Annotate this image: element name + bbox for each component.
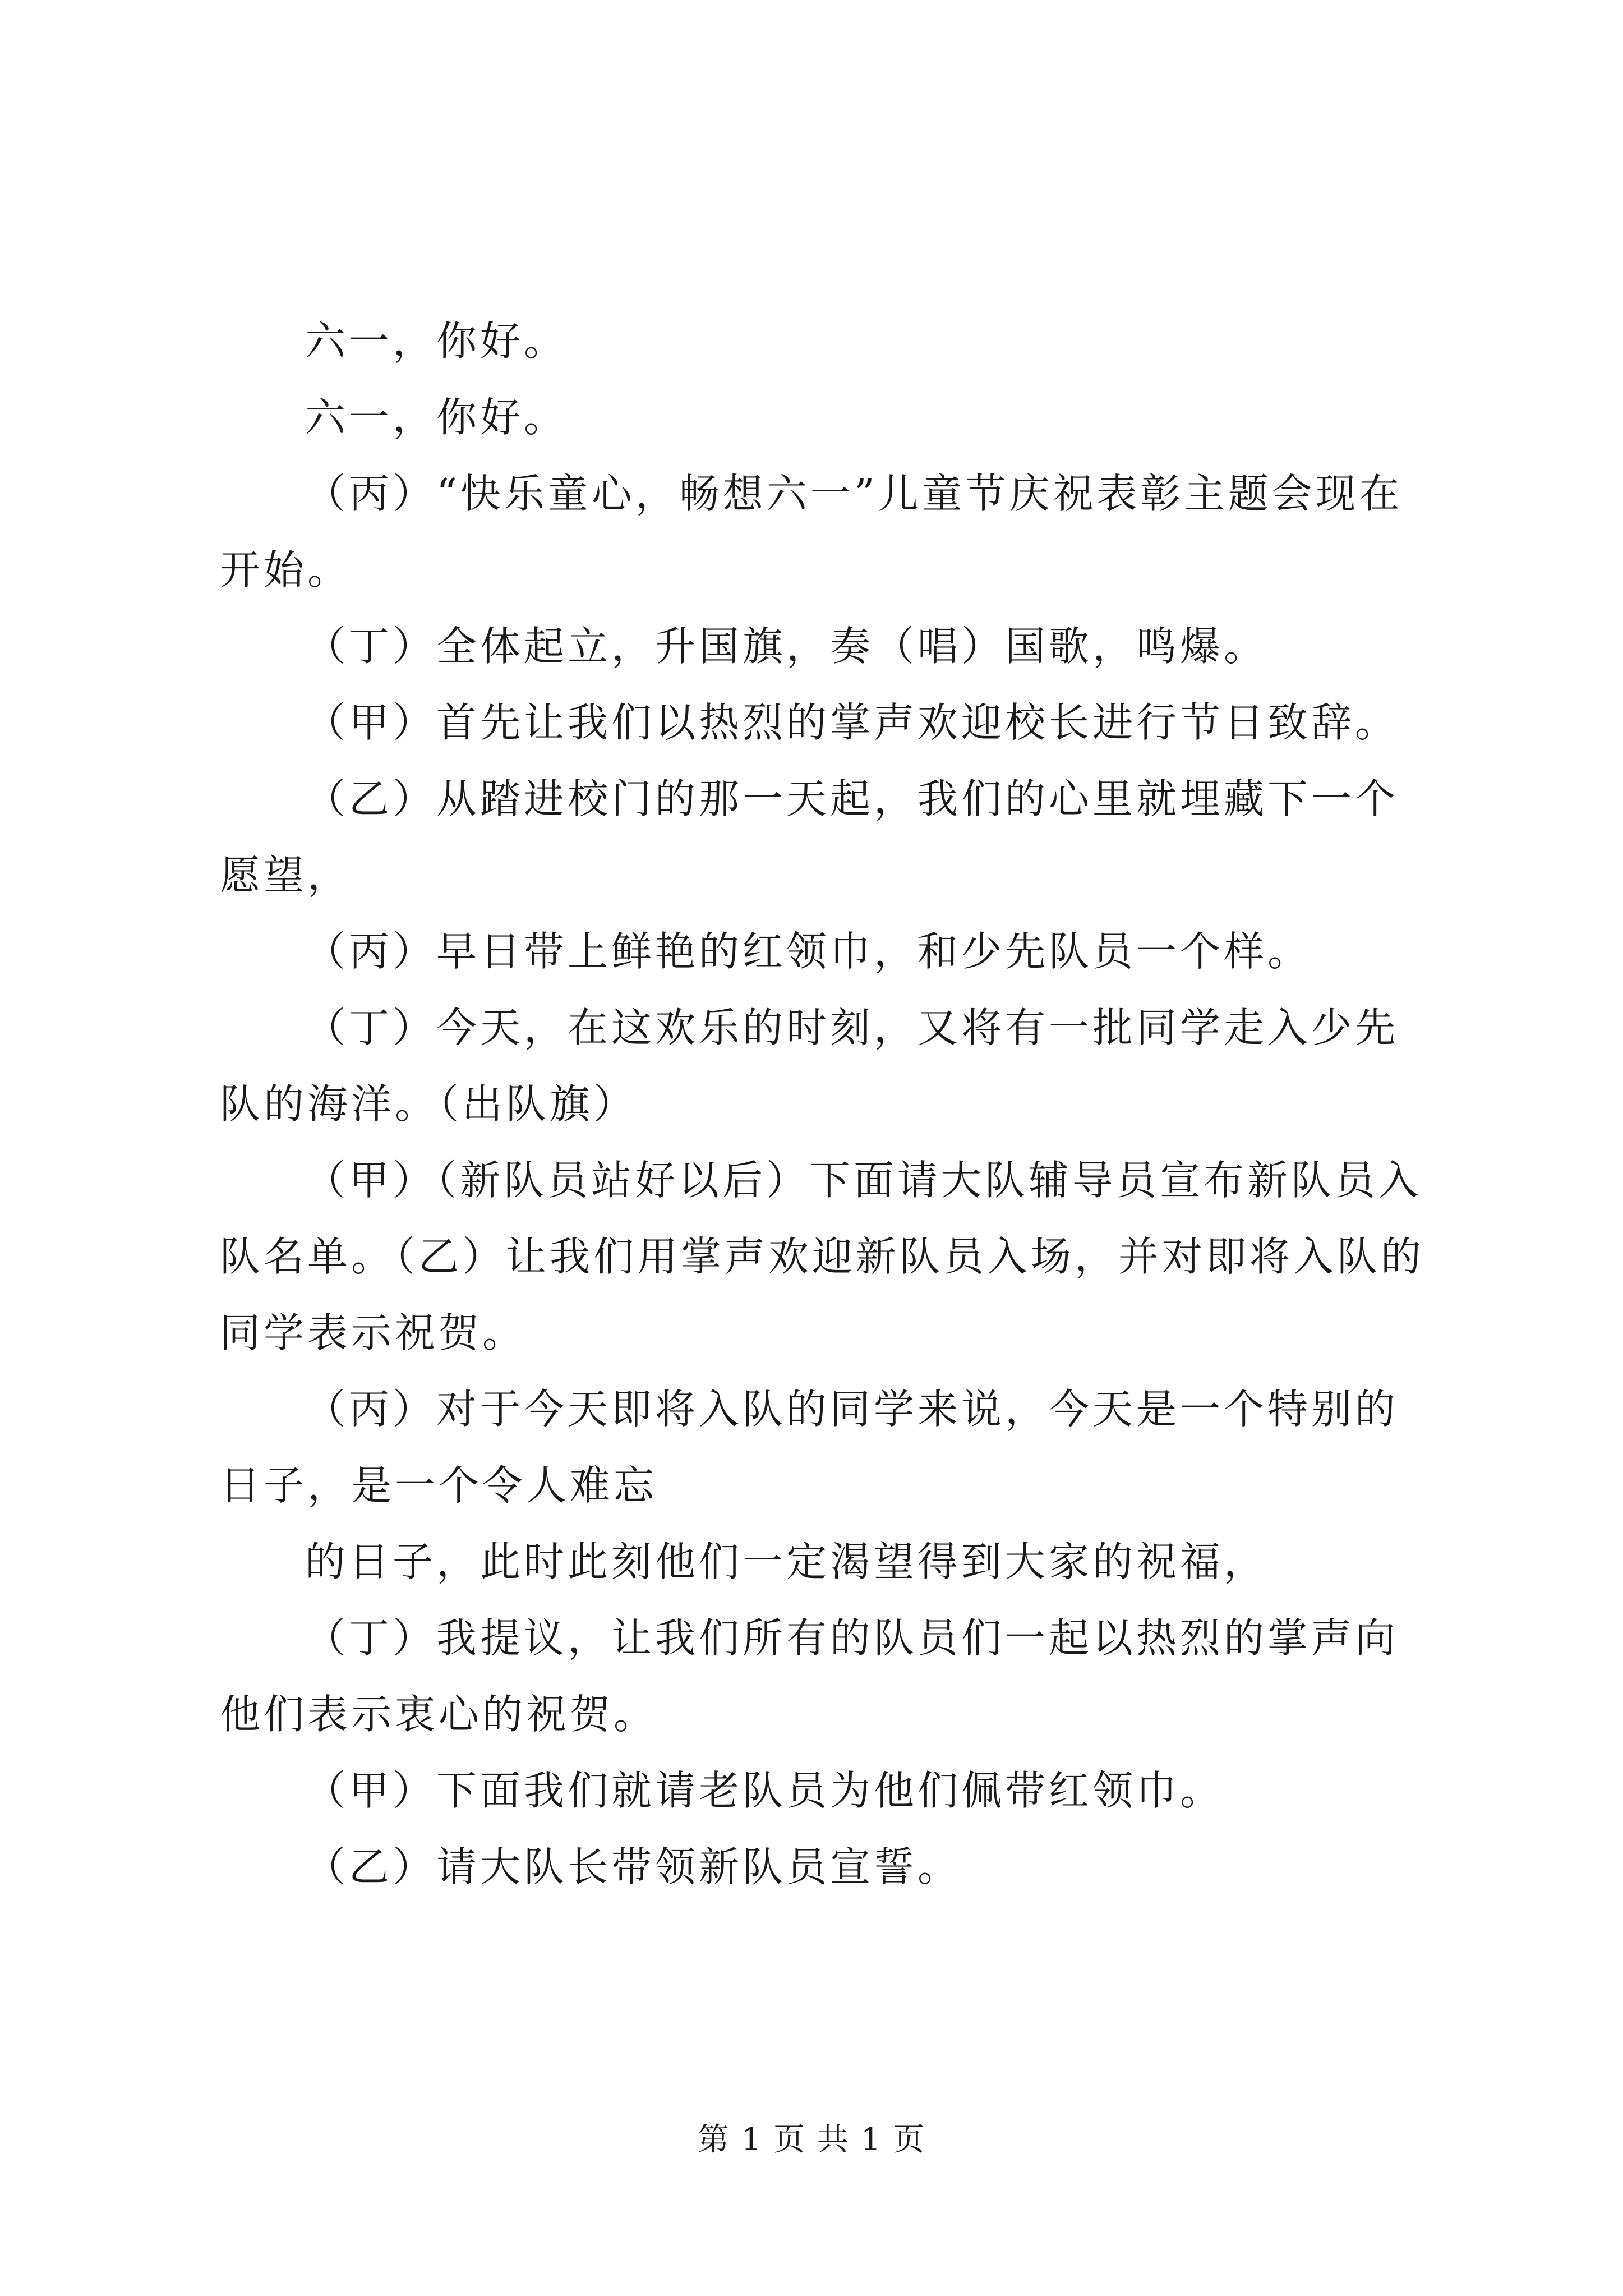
paragraph-1: 六一，你好。: [305, 318, 568, 365]
paragraph-4: （丁）全体起立，升国旗，奏（唱）国歌，鸣爆。: [305, 623, 1268, 670]
paragraph-3: （丙）“快乐童心，畅想六一”儿童节庆祝表彰主题会现在开始。: [220, 470, 1403, 593]
page-footer: 第 1 页 共 1 页: [697, 2122, 926, 2158]
paragraph-8: （丁）今天，在这欢乐的时刻，又将有一批同学走入少先队的海洋。（出队旗）: [220, 1004, 1399, 1128]
paragraph-9: （甲）（新队员站好以后）下面请大队辅导员宣布新队员入队名单。（乙）让我们用掌声欢迎新队员入场，并对即将入队的同学表示祝贺。: [220, 1157, 1425, 1356]
paragraph-6: （乙）从踏进校门的那一天起，我们的心里就埋藏下一个愿望，: [220, 775, 1399, 899]
paragraph-14: （乙）请大队长带领新队员宣誓。: [305, 1843, 962, 1890]
paragraph-5: （甲）首先让我们以热烈的掌声欢迎校长进行节日致辞。: [305, 699, 1399, 746]
document-body: [220, 303, 1424, 1905]
paragraph-7: （丙）早日带上鲜艳的红领巾，和少先队员一个样。: [305, 928, 1312, 975]
paragraph-2: 六一，你好。: [305, 394, 568, 441]
paragraph-13: （甲）下面我们就请老队员为他们佩带红领巾。: [305, 1767, 1224, 1814]
paragraph-12: （丁）我提议，让我们所有的队员们一起以热烈的掌声向他们表示衷心的祝贺。: [220, 1614, 1399, 1738]
paragraph-10: （丙）对于今天即将入队的同学来说，今天是一个特别的日子，是一个令人难忘: [220, 1386, 1399, 1509]
paragraph-11: 的日子，此时此刻他们一定渴望得到大家的祝福，: [305, 1538, 1268, 1585]
